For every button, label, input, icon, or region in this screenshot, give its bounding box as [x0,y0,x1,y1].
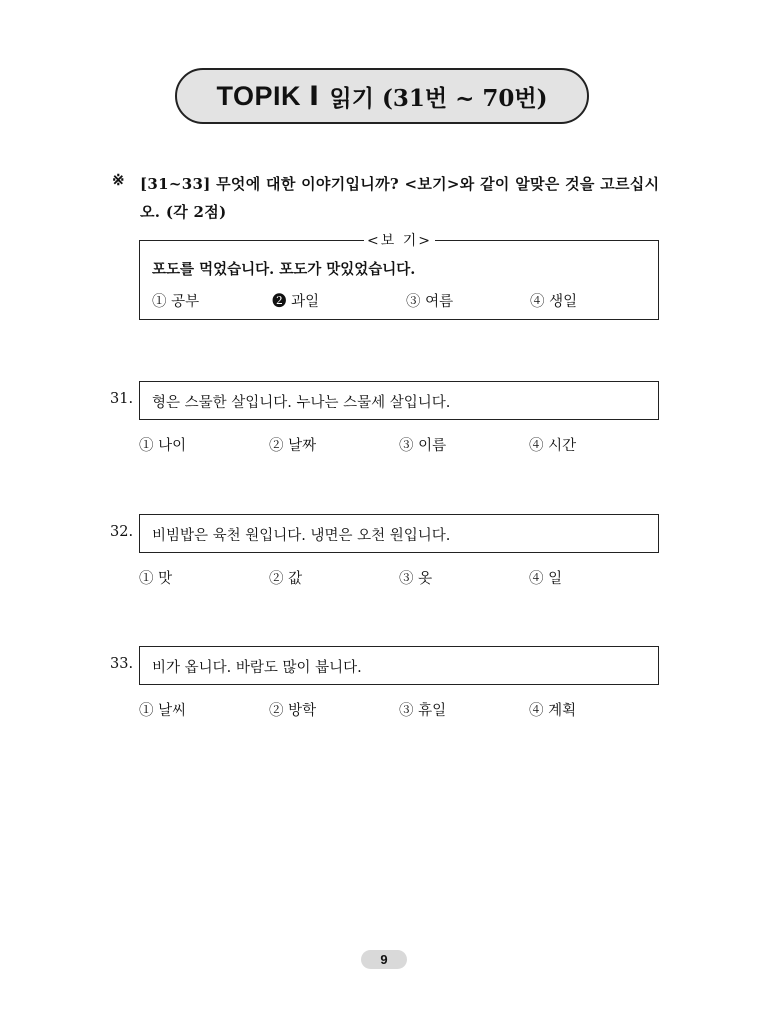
question-33-text: 비가 옵니다. 바람도 많이 붑니다. [152,660,362,676]
question-31-text: 형은 스물한 살입니다. 누나는 스물세 살입니다. [152,395,451,411]
example-label: <보 기> [364,230,435,250]
title-topik: TOPIK Ⅰ [216,80,320,111]
question-32-option-3[interactable]: ③ 옷 [399,571,433,587]
question-31-option-4[interactable]: ④ 시간 [529,438,577,454]
question-32-text: 비빔밥은 육천 원입니다. 냉면은 오천 원입니다. [152,528,451,544]
question-33-option-1[interactable]: ① 날씨 [139,703,187,719]
question-33-number: 33. [110,656,134,672]
question-33-option-4[interactable]: ④ 계획 [529,703,577,719]
question-33-option-3[interactable]: ③ 휴일 [399,703,447,719]
question-32-option-1[interactable]: ① 맛 [139,571,173,587]
page-number: 9 [361,950,407,969]
example-option-3: ③ 여름 [406,294,454,310]
title-section-range: 읽기 (31번 ~ 70번) [329,84,548,112]
question-31-option-3[interactable]: ③ 이름 [399,438,447,454]
question-31-number: 31. [110,391,134,407]
question-32-number: 32. [110,524,134,540]
example-sentence: 포도를 먹었습니다. 포도가 맛있었습니다. [152,261,416,278]
example-option-1: ① 공부 [152,294,200,310]
question-32-option-4[interactable]: ④ 일 [529,571,563,587]
reference-mark: ※ [112,171,125,189]
question-31-option-1[interactable]: ① 나이 [139,438,187,454]
example-option-2-selected: ❷ 과일 [272,294,320,310]
question-31-option-2[interactable]: ② 날짜 [269,438,317,454]
question-32-option-2[interactable]: ② 값 [269,571,303,587]
example-box [139,240,659,320]
instruction-text: [31~33] 무엇에 대한 이야기입니까? <보기>와 같이 알맞은 것을 고르십시오. (각 2점) [140,175,660,221]
question-33-option-2[interactable]: ② 방학 [269,703,317,719]
section-title [175,68,589,124]
example-option-4: ④ 생일 [530,294,578,310]
